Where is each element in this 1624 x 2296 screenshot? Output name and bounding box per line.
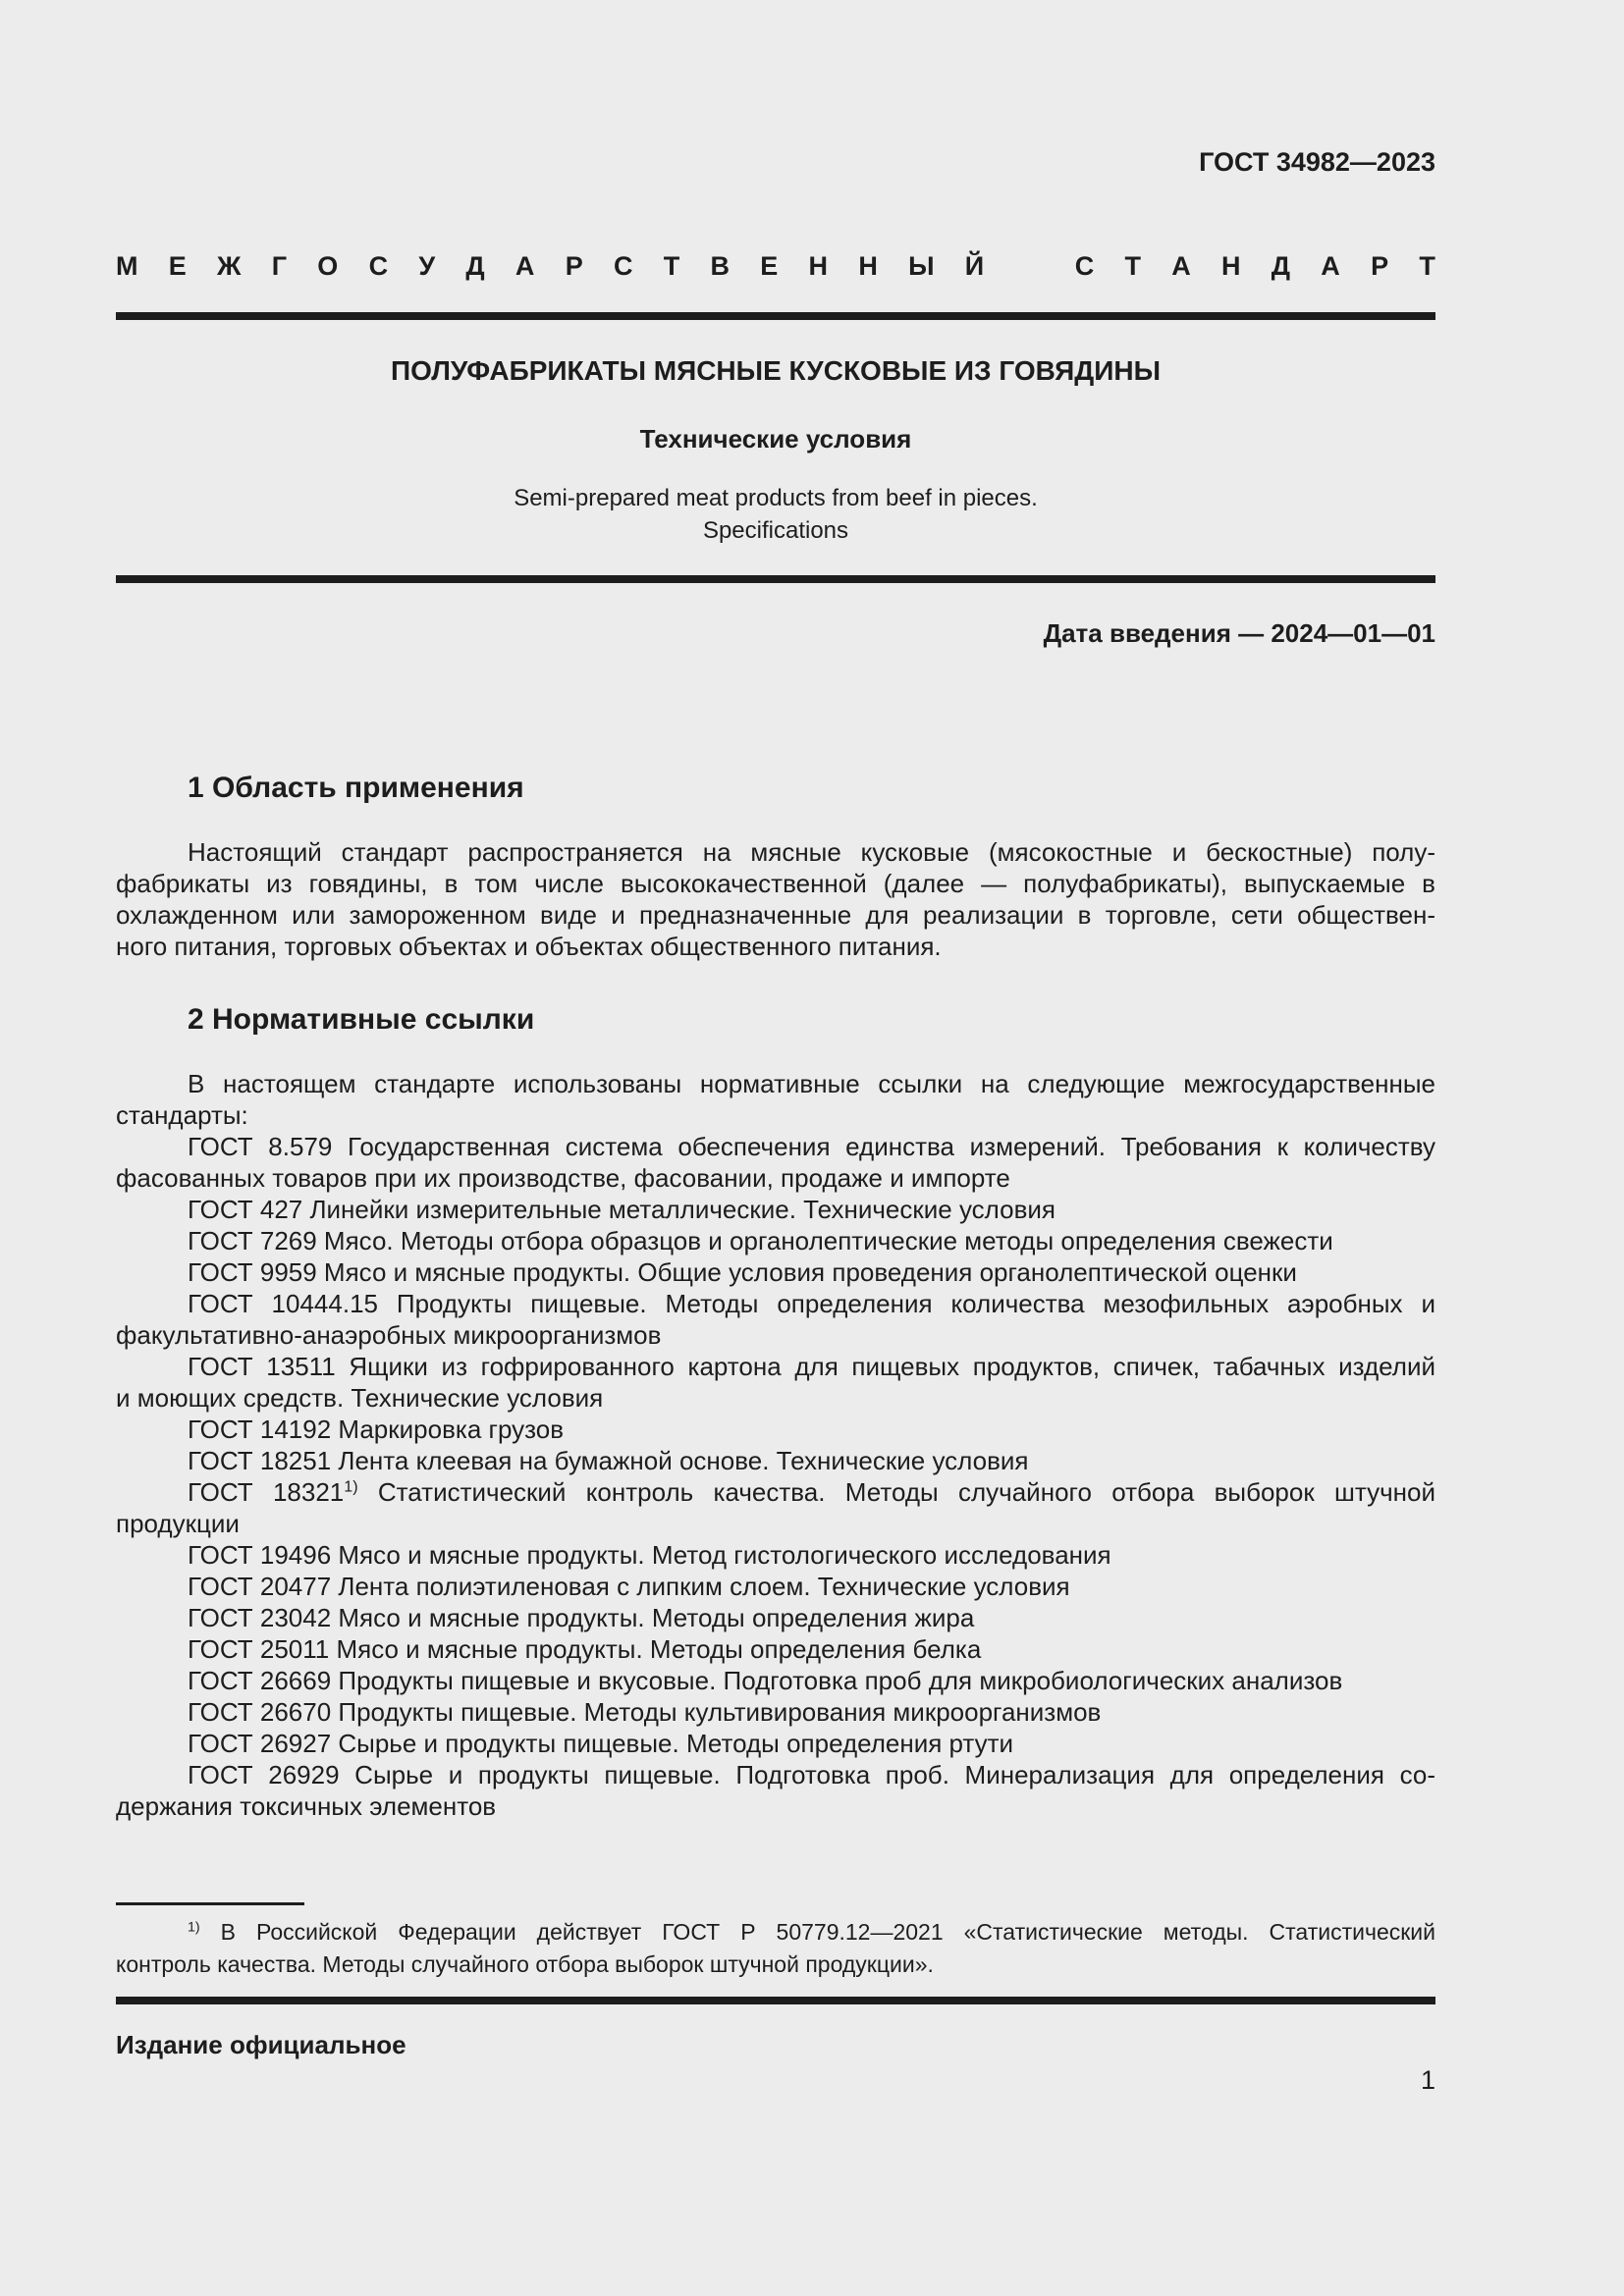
text-line: фабрикаты из говядины, в том числе высококачественной (далее — полуфабрикаты), выпускаемые в [116, 869, 1435, 898]
text-line: ГОСТ 18321$^{1)}$ Статистический контроль качества. Методы случайного отбора выборок штучной [188, 1477, 1435, 1507]
text-line: ГОСТ 19496 Мясо и мясные продукты. Метод гистологического исследования [188, 1540, 1111, 1570]
text-line: ГОСТ 10444.15 Продукты пищевые. Методы определения количества мезофильных аэробных и [188, 1289, 1435, 1318]
section-2-heading: 2 Нормативные ссылки [188, 1003, 535, 1036]
doc-title-english-line: Specifications [702, 517, 849, 544]
doc-code: ГОСТ 34982—2023 [1199, 147, 1435, 177]
text-line: ГОСТ 25011 Мясо и мясные продукты. Методы определения белка [188, 1634, 982, 1664]
doc-subtitle: Технические условия [639, 424, 912, 454]
text-line: $^{1)}$ В Российской Федерации действует ГОСТ Р 50779.12—2021 «Статистические методы. Статистический [188, 1919, 1435, 1945]
text-line: ГОСТ 7269 Мясо. Методы отбора образцов и органолептические методы определения свежести [188, 1226, 1333, 1255]
text-line: ГОСТ 20477 Лента полиэтиленовая с липким слоем. Технические условия [188, 1572, 1070, 1601]
effective-date: Дата введения — 2024—01—01 [1043, 618, 1435, 648]
text-line: ГОСТ 26929 Сырье и продукты пищевые. Подготовка проб. Минерализация для определения со- [188, 1760, 1435, 1789]
text-line: контроль качества. Методы случайного отбора выборок штучной продукции». [116, 1951, 934, 1977]
section-1-paragraph [116, 836, 1435, 962]
doc-title: ПОЛУФАБРИКАТЫ МЯСНЫЕ КУСКОВЫЕ ИЗ ГОВЯДИНЫ [391, 355, 1161, 386]
text-line: ГОСТ 13511 Ящики из гофрированного картона для пищевых продуктов, спичек, табачных изделий [188, 1352, 1435, 1381]
text-line: продукции [116, 1509, 240, 1538]
text-line: факультативно-анаэробных микроорганизмов [116, 1320, 662, 1350]
text-line: фасованных товаров при их производстве, фасовании, продаже и импорте [116, 1163, 1010, 1193]
text-line: В настоящем стандарте использованы нормативные ссылки на следующие межгосударственные [188, 1069, 1435, 1098]
text-line: ГОСТ 427 Линейки измерительные металлические. Технические условия [188, 1195, 1056, 1224]
doc-title-english-line: Semi-prepared meat products from beef in pieces. [514, 485, 1038, 511]
text-line: ГОСТ 14192 Маркировка грузов [188, 1415, 565, 1444]
page-number: 1 [1420, 2065, 1435, 2095]
text-line: и моющих средств. Технические условия [116, 1383, 604, 1413]
text-line: ГОСТ 9959 Мясо и мясные продукты. Общие условия проведения органолептической оценки [188, 1257, 1297, 1287]
text-line: ГОСТ 8.579 Государственная система обеспечения единства измерений. Требования к количеству [188, 1132, 1435, 1161]
text-line: ГОСТ 18251 Лента клеевая на бумажной основе. Технические условия [188, 1446, 1029, 1475]
edition-label: Издание официальное [116, 2030, 406, 2059]
standard-type-heading: М Е Ж Г О С У Д А Р С Т В Е Н Н Ы Й С Т А Н Д А Р Т [116, 251, 1435, 281]
horizontal-rule-middle [116, 575, 1435, 583]
normative-references-list [116, 1131, 1435, 1822]
text-line: стандарты: [116, 1100, 248, 1130]
text-line: ГОСТ 26669 Продукты пищевые и вкусовые. Подготовка проб для микробиологических анализов [188, 1666, 1343, 1695]
text-line: держания токсичных элементов [116, 1791, 497, 1821]
section-2-intro-paragraph [116, 1068, 1435, 1131]
horizontal-rule-bottom [116, 1997, 1435, 2004]
text-line: ного питания, торговых объектах и объектах общественного питания. [116, 932, 942, 961]
footnote [116, 1916, 1435, 1981]
text-line: ГОСТ 23042 Мясо и мясные продукты. Методы определения жира [188, 1603, 975, 1632]
section-1-heading: 1 Область применения [188, 772, 524, 804]
text-line: Настоящий стандарт распространяется на мясные кусковые (мясокостные и бескостные) полу- [188, 837, 1435, 867]
horizontal-rule-top [116, 312, 1435, 320]
text-line: охлажденном или замороженном виде и предназначенные для реализации в торговле, сети обществен- [116, 900, 1435, 930]
text-line: ГОСТ 26670 Продукты пищевые. Методы культивирования микроорганизмов [188, 1697, 1102, 1727]
footnote-separator-rule [116, 1902, 304, 1905]
text-line: ГОСТ 26927 Сырье и продукты пищевые. Методы определения ртути [188, 1729, 1014, 1758]
doc-title-english [116, 482, 1435, 547]
